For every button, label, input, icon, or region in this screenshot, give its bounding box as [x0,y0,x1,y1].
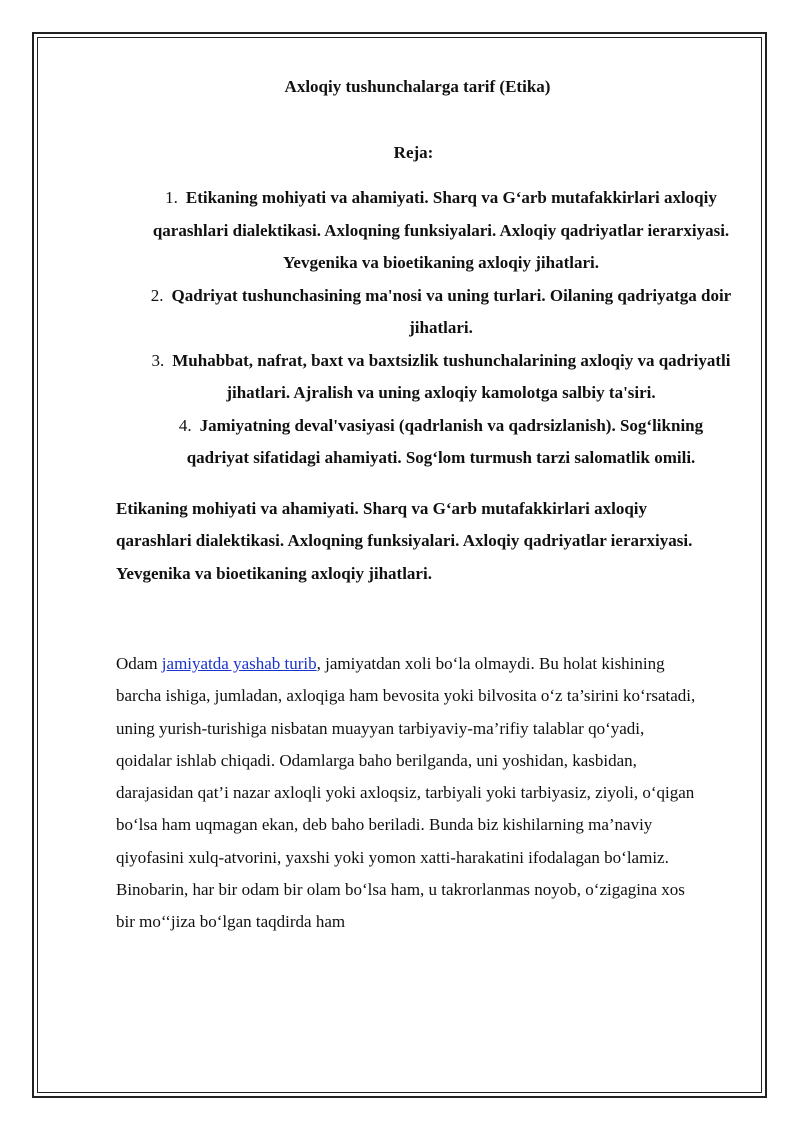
body-paragraph [116,648,701,939]
plan-item [148,182,734,280]
plan-item-number: 2. [150,285,164,305]
plan-item-text: Qadriyat tushunchasining ma'nosi va uning turlari. Oilaning qadriyatga doir jihatlari. [171,285,732,337]
inline-link[interactable]: jamiyatda yashab turib [161,654,317,673]
plan-item-text: Etikaning mohiyati va ahamiyati. Sharq va G‘arb mutafakkirlari axloqiy qarashlari dialektikasi. Axloqning funksiyalari. Axloqiy qadriyatlar ierarxiyasi. Yevgenika va bioetikaning axloqiy jihatlari. [152,188,730,272]
document-title: Axloqiy tushunchalarga tarif (Etika) [284,77,551,96]
paragraph-text-start: Odam [116,654,162,673]
paragraph-text-rest: , jamiyatdan xoli bo‘la olmaydi. Bu holat kishining barcha ishiga, jumladan, axloqiga ham bevosita yoki bilvosita o‘z ta’sirini ko‘rsatadi, uning yurish-turishiga nisbatan muayyan tarbiyaviy-ma’rifiy talablar qo‘yadi, qoidalar ishlab chiqadi. Odamlarga baho berilganda, uni yoshidan, kasbidan, darajasidan qat’i nazar axloqli yoki axloqsiz, tarbiyali yoki tarbiyasiz, ziyoli, o‘qigan bo‘lsa ham uqmagan ekan, deb baho beriladi. Bunda biz kishilarning ma’naviy qiyofasini xulq-atvorini, yaxshi yoki yomon xatti-harakatini ifodalagan bo‘lamiz. Binobarin, har bir odam bir olam bo‘lsa ham, u takrorlanmas noyob, o‘zigagina xos bir mo‘‘jiza bo‘lgan taqdirda ham [116,654,696,932]
plan-item [148,345,734,410]
plan-item [148,410,734,475]
document-body [116,72,732,939]
plan-item-number: 3. [151,350,165,370]
plan-item-text: Muhabbat, nafrat, baxt va baxtsizlik tushunchalarining axloqiy va qadriyatli jihatlari. Ajralish va uning axloqiy kamolotga salbiy ta'siri. [172,350,731,402]
plan-heading: Reja: [393,143,434,162]
plan-item-number: 1. [165,188,178,207]
section-heading: Etikaning mohiyati va ahamiyati. Sharq va G‘arb mutafakkirlari axloqiy qarashlari dialektikasi. Axloqning funksiyalari. Axloqiy qadriyatlar ierarxiyasi. Yevgenika va bioetikaning axloqiy jihatlari. [116,498,693,583]
plan-item [148,280,734,345]
plan-item-text: Jamiyatning deval'vasiyasi (qadrlanish va qadrsizlanish). Sog‘likning qadriyat sifatidagi ahamiyati. Sog‘lom turmush tarzi salomatlik omili. [186,415,704,467]
plan-list [116,182,734,475]
plan-item-number: 4. [178,415,192,435]
